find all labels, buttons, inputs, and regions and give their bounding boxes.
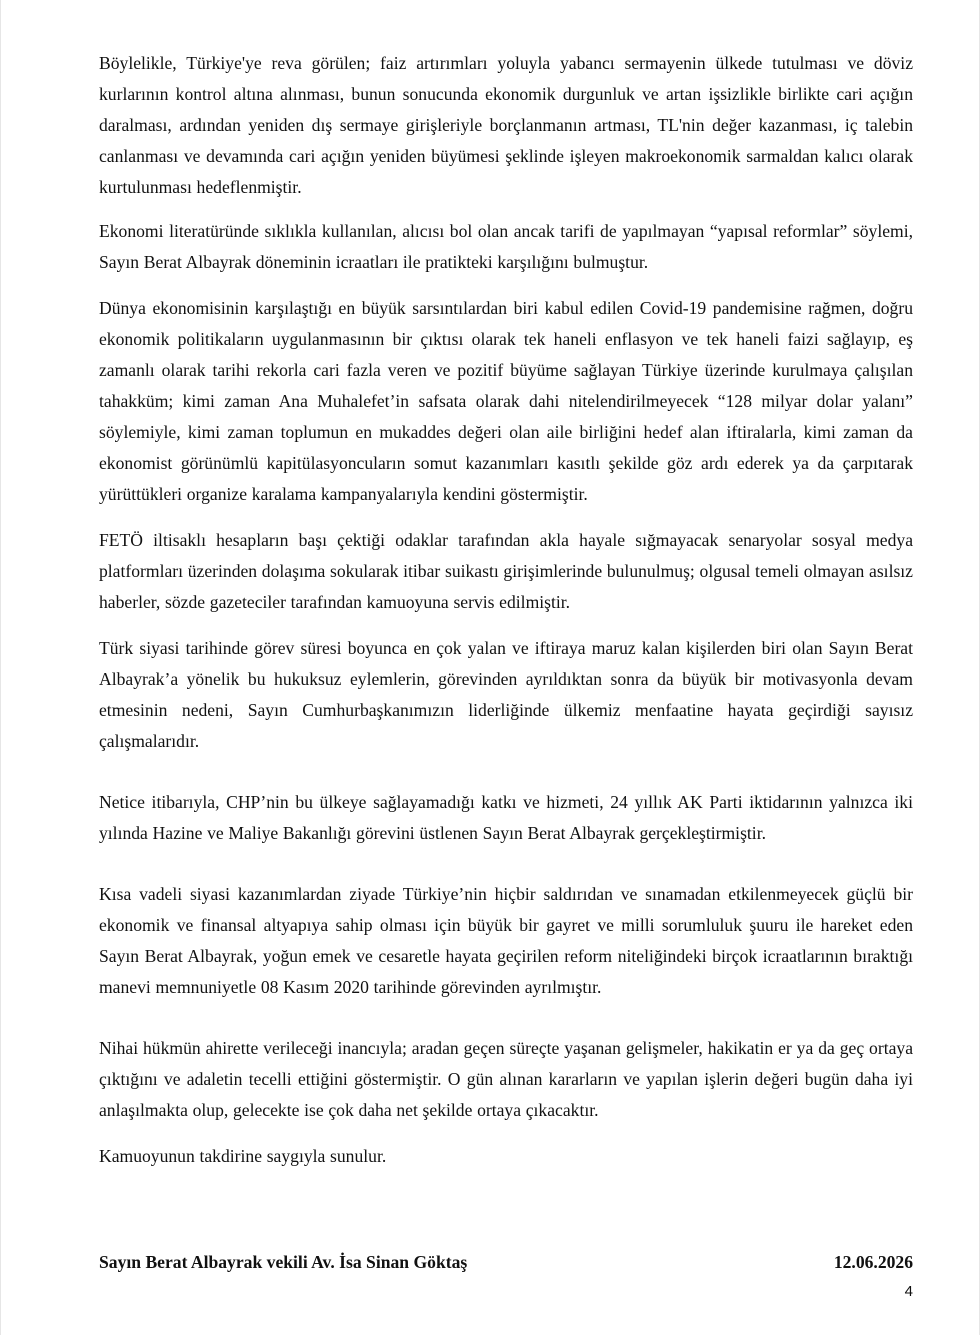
paragraph-feto-accounts: FETÖ iltisaklı hesapların başı çektiği odaklar tarafından akla hayale sığmayacak senaryolar sosyal medya platformları üzerinden dolaşıma sokularak itibar suikastı girişimlerinde bulunulmuş; olgusal temeli olmayan asılsız haberler, sözde gazeteciler tarafından kamuoyuna servis edilmiştir. (99, 530, 913, 612)
paragraph-chp-contribution: Netice itibarıyla, CHP’nin bu ülkeye sağlayamadığı katkı ve hizmeti, 24 yıllık AK Parti iktidarının yalnızca iki yılında Hazine ve Maliye Bakanlığı görevini üstlenen Sayın Berat Albayrak gerçekleştirmiştir. (99, 792, 913, 843)
paragraph-covid-economy: Dünya ekonomisinin karşılaştığı en büyük sarsıntılardan biri kabul edilen Covid-19 pandemisine rağmen, doğru ekonomik politikaların uygulanmasının bir çıktısı olarak tek haneli enflasyon ve tek haneli faizi sağlayıp, eş zamanlı olarak tarihi rekorla cari fazla veren ve pozitif büyüme sağlayan Türkiye üzerinde kurulmaya çalışılan tahakküm; kimi zaman Ana Muhalefet’in safsata olarak dahi nitelendirilmeyecek “128 milyar dolar yalanı” söylemiyle, kimi zaman toplumun en mukaddes değeri olan aile birliğini hedef alan iftiralarla, kimi zaman da ekonomist görünümlü kapitülasyoncuların somut kazanımları kasıtlı şekilde göz ardı ederek ya da çarpıtarak yürüttükleri organize karalama kampanyalarıyla kendini göstermiştir. (99, 298, 913, 504)
signature-line (99, 1250, 913, 1274)
paragraph-resignation: Kısa vadeli siyasi kazanımlardan ziyade Türkiye’nin hiçbir saldırıdan ve sınamadan etkilenmeyecek güçlü bir ekonomik ve finansal altyapıya sahip olması için büyük bir gayret ve milli sorumluluk şuuru ile hareket eden Sayın Berat Albayrak, yoğun emek ve cesaretle hayata geçirilen reform niteliğindeki birçok icraatlarının bıraktığı manevi memnuniyetle 08 Kasım 2020 tarihinde görevinden ayrılmıştır. (99, 884, 913, 997)
paragraph-slander-reasons: Türk siyasi tarihinde görev süresi boyunca en çok yalan ve iftiraya maruz kalan kişilerden biri olan Sayın Berat Albayrak’a yönelik bu hukuksuz eylemlerin, görevinden ayrıldıktan sonra da büyük bir motivasyonla devam etmesinin nedeni, Sayın Cumhurbaşkanımızın liderliğinde ülkemiz menfaatine hayata geçirdiği sayısız çalışmalarıdır. (99, 638, 913, 751)
paragraph-structural-reforms: Ekonomi literatüründe sıklıkla kullanılan, alıcısı bol olan ancak tarifi de yapılmayan “yapısal reformlar” söylemi, Sayın Berat Albayrak döneminin icraatları ile pratikteki karşılığını bulmuştur. (99, 221, 913, 272)
page-number: 4 (904, 1283, 913, 1300)
paragraph-macro-spiral: Böylelikle, Türkiye'ye reva görülen; faiz artırımları yoluyla yabancı sermayenin ülkede tutulması ve döviz kurlarının kontrol altına alınması, bunun sonucunda ekonomik durgunluk ve artan işsizlikle birlikte cari açığın daralması, ardından yeniden dış sermaye girişleriyle borçlanmanın artması, TL'nin değer kazanması, iç talebin canlanması ve devamında cari açığın yeniden büyümesi şeklinde işleyen makroekonomik sarmaldan kalıcı olarak kurtulunması hedeflenmiştir. (99, 53, 913, 197)
signature-date: 12.06.2026 (833, 1252, 913, 1272)
signature-name: Sayın Berat Albayrak vekili Av. İsa Sinan Göktaş (99, 1252, 468, 1272)
paragraph-justice: Nihai hükmün ahirette verileceği inancıyla; aradan geçen süreçte yaşanan gelişmeler, hakikatin er ya da geç ortaya çıktığını ve adaletin tecelli ettiğini göstermiştir. O gün alınan kararların ve yapılan işlerin değeri bugün daha iyi anlaşılmakta olup, gelecekte ise çok daha net şekilde ortaya çıkacaktır. (99, 1038, 913, 1120)
paragraph-closing: Kamuoyunun takdirine saygıyla sunulur. (99, 1146, 387, 1166)
